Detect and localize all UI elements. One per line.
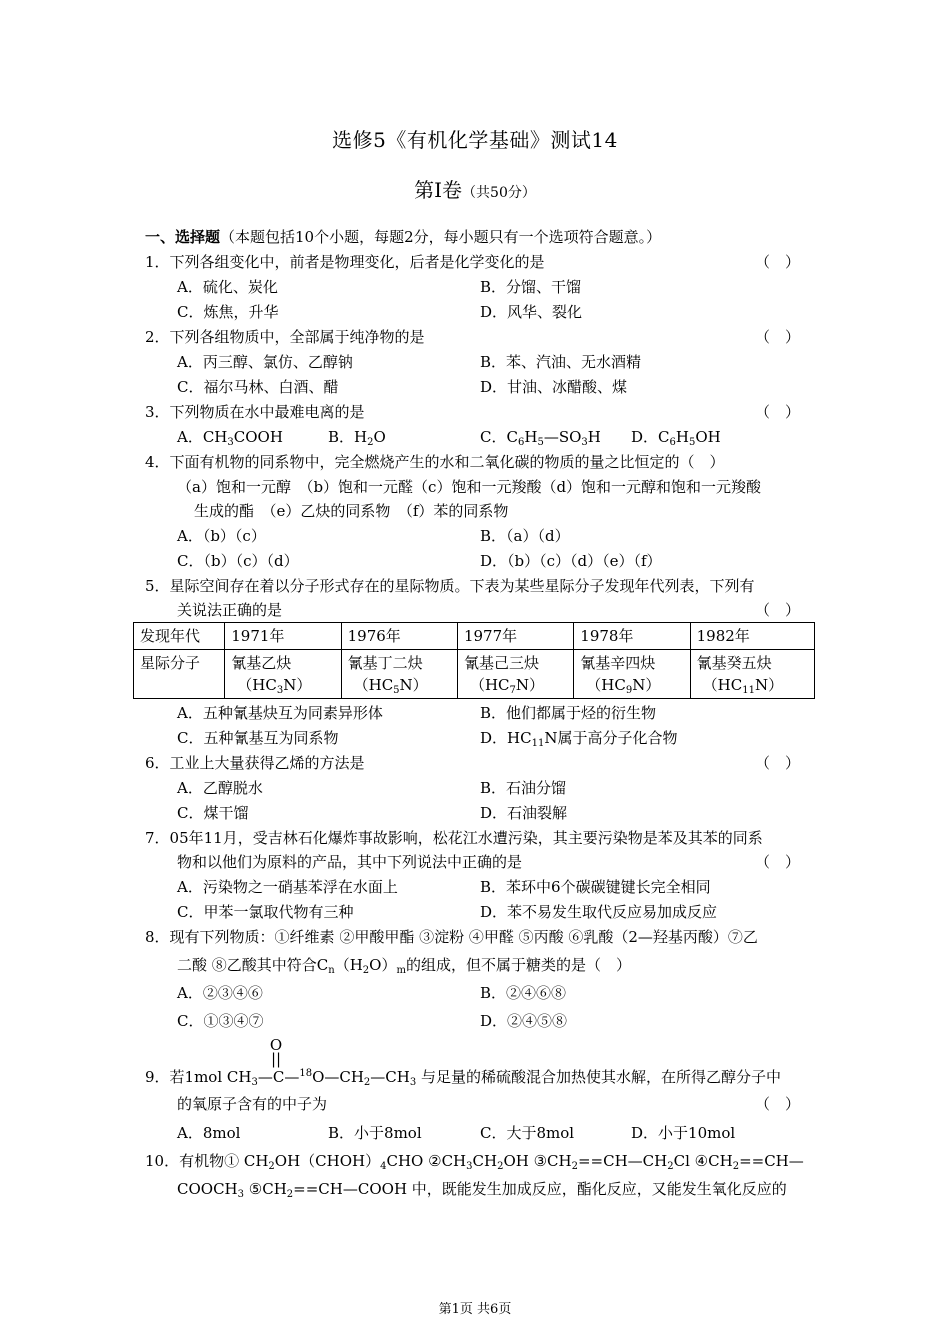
table-cell — [690, 650, 814, 699]
part1-heading — [145, 227, 661, 247]
q9-option-b: B．小于8mol — [328, 1124, 422, 1142]
molecule-formula: $(HC_{11}N)$ — [702, 676, 784, 696]
q1-option-a: A．硫化、炭化 — [177, 278, 278, 296]
table-row — [134, 623, 815, 650]
q9-option-d: D．小于10mol — [631, 1124, 736, 1142]
q5-answer-blank: （ ） — [755, 601, 801, 619]
q4-line3: 生成的酯 （e）乙炔的同系物 （f）苯的同系物 — [194, 502, 509, 520]
molecule-name: 氰基己三炔 — [463, 654, 539, 672]
table-cell: 1982年 — [690, 623, 814, 650]
q4-option-a: A．（b）（c） — [177, 527, 266, 545]
q6-stem: 6．工业上大量获得乙烯的方法是 — [145, 754, 365, 772]
q9-line2: 的氧原子含有的中子为 — [177, 1095, 328, 1113]
q2-option-c: C．福尔马林、白酒、醋 — [177, 378, 339, 396]
q1-option-b: B．分馏、干馏 — [480, 278, 582, 296]
q6-answer-blank: （ ） — [755, 754, 801, 772]
molecule-formula: $(HC_9N)$ — [586, 676, 661, 696]
q4-line2: （a）饱和一元醇 （b）饱和一元醛（c）饱和一元羧酸（d）饱和一元醇和饱和一元羧酸 — [177, 478, 762, 496]
molecule-formula: $(HC_5N)$ — [353, 676, 428, 696]
molecule-name: 氰基癸五炔 — [696, 654, 772, 672]
q9-stem: 9．若1mol $CH_3—C—^{18}O—CH_2—CH_3$ 与足量的稀硫酸混合加热使其水解，在所得乙醇分子中 — [145, 1068, 782, 1088]
table-cell: 1976年 — [341, 623, 457, 650]
table-cell — [341, 650, 457, 699]
molecule-name: 氰基辛四炔 — [580, 654, 656, 672]
q8-option-b: B．②④⑥⑧ — [480, 984, 567, 1002]
table-cell: 1971年 — [225, 623, 341, 650]
table-cell: 1977年 — [457, 623, 573, 650]
q6-option-a: A．乙醇脱水 — [177, 779, 263, 797]
table-cell: 1978年 — [574, 623, 690, 650]
page-title: 选修5《有机化学基础》测试14 — [332, 128, 618, 152]
q5-option-c: C．五种氰基互为同系物 — [177, 729, 339, 747]
q2-option-b: B．苯、汽油、无水酒精 — [480, 353, 642, 371]
q8-option-a: A．②③④⑥ — [177, 984, 263, 1002]
table-row-label: 星际分子 — [134, 650, 225, 699]
q6-option-c: C．煤干馏 — [177, 804, 249, 822]
q5-line2: 关说法正确的是 — [177, 601, 283, 619]
part1-title: 一、选择题 — [145, 228, 221, 246]
q7-line2: 物和以他们为原料的产品，其中下列说法中正确的是 — [177, 853, 523, 871]
q9-answer-blank: （ ） — [755, 1095, 801, 1113]
q3-option-a: A．$CH_3COOH$ — [177, 428, 283, 448]
q5-stem: 5．星际空间存在着以分子形式存在的星际物质。下表为某些星际分子发现年代列表，下列有 — [145, 577, 755, 595]
q6-option-b: B．石油分馏 — [480, 779, 567, 797]
q7-option-d: D．苯不易发生取代反应易加成反应 — [480, 903, 718, 921]
q3-answer-blank: （ ） — [755, 403, 801, 421]
q1-option-c: C．炼焦，升华 — [177, 303, 279, 321]
carbonyl-group: O || — [269, 1036, 283, 1068]
q7-stem: 7．05年11月，受吉林石化爆炸事故影响，松花江水遭污染，其主要污染物是苯及其苯的同系 — [145, 829, 763, 847]
molecule-name: 氰基乙炔 — [231, 654, 292, 672]
q8-stem: 8．现有下列物质：①纤维素 ②甲酸甲酯 ③淀粉 ④甲醛 ⑤丙酸 ⑥乳酸（2—羟基丙酸）⑦乙 — [145, 928, 758, 946]
q8-option-c: C．①③④⑦ — [177, 1012, 264, 1030]
table-cell — [574, 650, 690, 699]
section-title — [0, 174, 950, 203]
q1-stem: 1．下列各组变化中，前者是物理变化，后者是化学变化的是 — [145, 253, 545, 271]
q6-option-d: D．石油裂解 — [480, 804, 568, 822]
q2-option-d: D．甘油、冰醋酸、煤 — [480, 378, 628, 396]
q5-option-b: B．他们都属于烃的衍生物 — [480, 704, 657, 722]
q2-answer-blank: （ ） — [755, 328, 801, 346]
q7-option-a: A．污染物之一硝基苯浮在水面上 — [177, 878, 398, 896]
q1-answer-blank: （ ） — [755, 253, 801, 271]
q1-option-d: D．风华、裂化 — [480, 303, 583, 321]
q7-option-c: C．甲苯一氯取代物有三种 — [177, 903, 354, 921]
part1-desc: （本题包括10个小题，每题2分，每小题只有一个选项符合题意。） — [220, 228, 662, 246]
star-molecule-table — [133, 622, 815, 699]
q3-option-d: D．$C_6H_5OH$ — [631, 428, 721, 448]
table-cell — [457, 650, 573, 699]
q3-stem: 3．下列物质在水中最难电离的是 — [145, 403, 365, 421]
q2-option-a: A．丙三醇、氯仿、乙醇钠 — [177, 353, 353, 371]
q3-option-b: B．$H_2O$ — [328, 428, 386, 448]
q5-option-a: A．五种氰基炔互为同素异形体 — [177, 704, 383, 722]
table-cell — [225, 650, 341, 699]
q8-line2: 二酸 ⑧乙酸其中符合$C_n(H_2O)_m$的组成，但不属于糖类的是（ ） — [177, 956, 631, 976]
table-row-label: 发现年代 — [134, 623, 225, 650]
table-row — [134, 650, 815, 699]
q4-option-b: B．（a）（d） — [480, 527, 570, 545]
q7-answer-blank: （ ） — [755, 853, 801, 871]
molecule-formula: $(HC_3N)$ — [237, 676, 312, 696]
q7-option-b: B．苯环中6个碳碳键键长完全相同 — [480, 878, 711, 896]
page-footer: 第1页 共6页 — [438, 1302, 512, 1317]
q3-option-c: C．$C_6H_5—SO_3H$ — [480, 428, 601, 448]
molecule-formula: $(HC_7N)$ — [469, 676, 545, 696]
section-note: （共50分） — [462, 185, 536, 201]
q8-option-d: D．②④⑤⑧ — [480, 1012, 568, 1030]
q4-option-c: C．（b）（c）（d） — [177, 552, 299, 570]
q9-option-c: C．大于8mol — [480, 1124, 575, 1142]
q5-option-d: D．$HC_{11}N$属于高分子化合物 — [480, 729, 678, 749]
q4-option-d: D．（b）（c）（d）（e）（f） — [480, 552, 662, 570]
q10-line2: $COOCH_3$ $⑤CH_2==CH—COOH$ 中，既能发生加成反应，酯化反应，又能发生氧化反应的 — [177, 1180, 787, 1200]
q10-stem: 10．有机物① $CH_2OH(CHOH)_4CHO$ $②CH_3CH_2OH$ $③CH_2==CH—CH_2Cl$ $④CH_2==CH—$ — [145, 1152, 804, 1172]
q9-option-a: A．8mol — [177, 1124, 241, 1142]
q4-stem: 4．下面有机物的同系物中，完全燃烧产生的水和二氧化碳的物质的量之比恒定的（ ） — [145, 453, 725, 471]
q2-stem: 2．下列各组物质中，全部属于纯净物的是 — [145, 328, 425, 346]
molecule-name: 氰基丁二炔 — [347, 654, 423, 672]
section-main: 第Ⅰ卷 — [414, 178, 463, 202]
